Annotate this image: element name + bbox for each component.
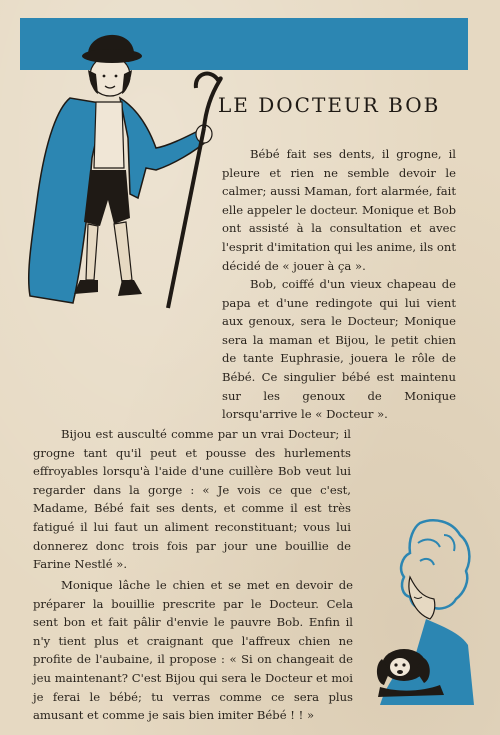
paragraph-1: Bébé fait ses dents, il grogne, il pleure et rien ne semble devoir le calmer; aussi Maman, fort alarmée, fait elle appeler le docteur. Monique et Bob ont assisté à la consultation et avec l'esprit d'imitation qui les anime, ils ont décidé de « jouer à ça ». (222, 147, 456, 273)
paragraph-2: Bob, coiffé d'un vieux chapeau de papa et d'une redingote qui lui vient aux genoux, sera le Docteur; Monique sera la maman et Bijou, le petit chien de tante Euphrasie, jouera le rôle de Bébé. Ce singulier bébé est maintenu sur les genoux de Monique lorsqu'arrive le « Docteur ». (222, 277, 456, 422)
monique-and-bijou-illustration (360, 515, 480, 705)
page-title: LE DOCTEUR BOB (218, 93, 441, 118)
paragraph-4: Monique lâche le chien et se met en devoir de préparer la bouillie prescrite par le Docteur. Cela sent bon et fait pâlir d'envie le pauvre Bob. Enfin il n'y tient plus et craignant que l'affreux chien ne profite de l'aubaine, il propose : « Si on changeait de jeu maintenant? C'est Bijou qui sera le Docteur et moi je ferai le bébé; tu verras comme ce sera plus amusant et comme je sais bien imiter Bébé ! ! » (33, 578, 353, 723)
bob-doctor-illustration (18, 18, 228, 318)
paragraph-3: Bijou est ausculté comme par un vrai Docteur; il grogne tant qu'il peut et pousse des hurlements effroyables lorsqu'à l'aide d'une cuillère Bob veut lui regarder dans la gorge : « Je vois ce que c'est, Madame, Bébé fait ses dents, et comme il est très fatigué il lui faut un aliment reconstituant; vous lui donnerez donc trois fois par jour une bouillie de Farine Nestlé ». (33, 427, 351, 572)
